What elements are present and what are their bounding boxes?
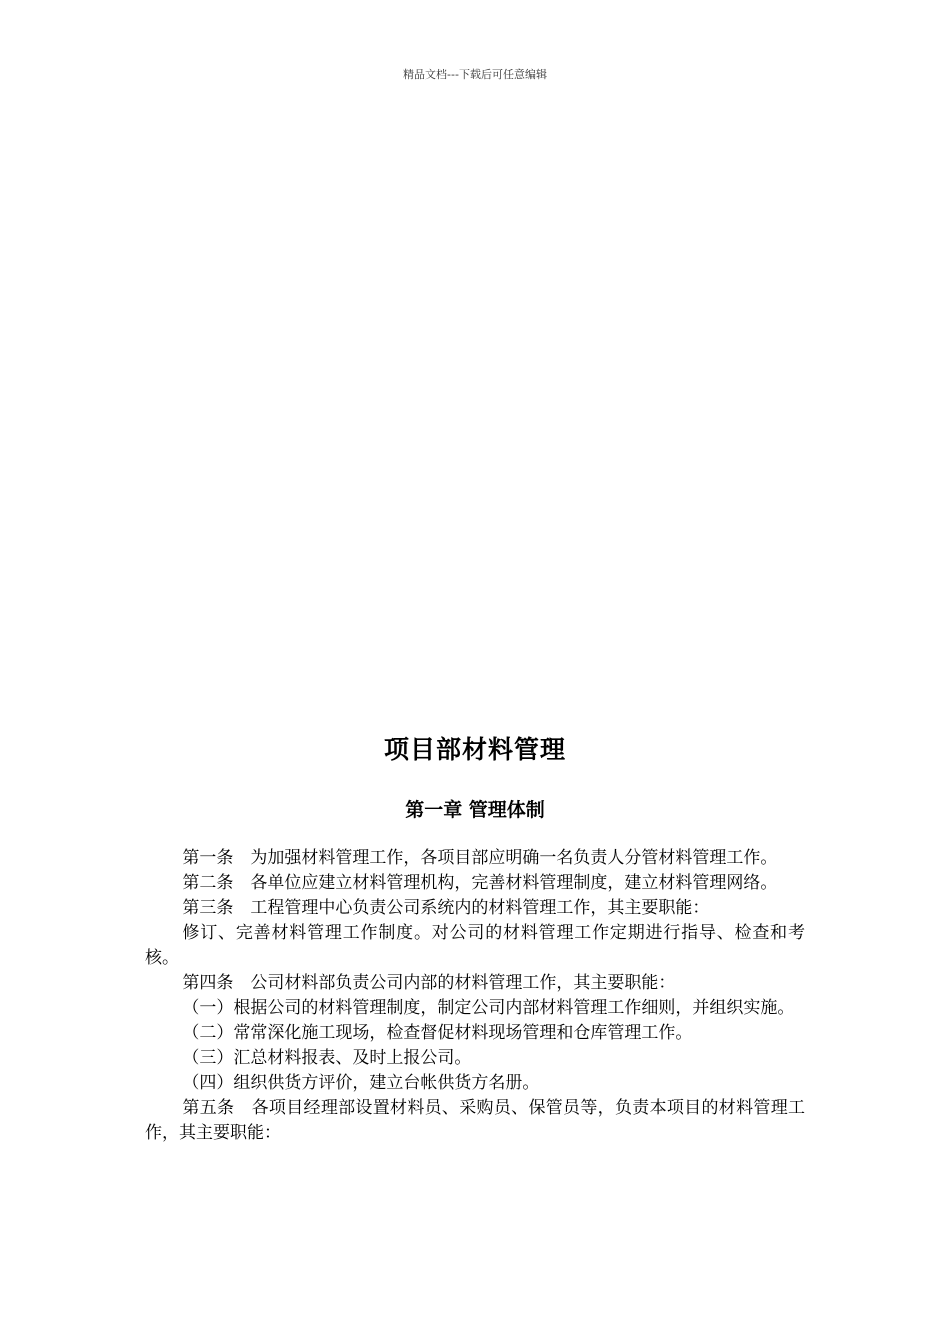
paragraph: 第五条 各项目经理部设置材料员、采购员、保管员等，负责本项目的材料管理工作，其主要职能： [145, 1098, 805, 1143]
document-body [145, 846, 805, 1146]
page-header: 精品文档---下载后可任意编辑 [403, 68, 547, 81]
paragraph: （二）常常深化施工现场，检查督促材料现场管理和仓库管理工作。 [182, 1023, 693, 1043]
paragraph: （一）根据公司的材料管理制度，制定公司内部材料管理工作细则，并组织实施。 [182, 998, 795, 1018]
paragraph: （四）组织供货方评价，建立台帐供货方名册。 [182, 1073, 540, 1093]
paragraph: 第四条 公司材料部负责公司内部的材料管理工作，其主要职能： [182, 973, 676, 993]
paragraph: 第一条 为加强材料管理工作，各项目部应明确一名负责人分管材料管理工作。 [182, 848, 778, 868]
paragraph: 第二条 各单位应建立材料管理机构，完善材料管理制度，建立材料管理网络。 [182, 873, 778, 893]
chapter-heading: 第一章 管理体制 [405, 799, 545, 821]
document-title: 项目部材料管理 [383, 735, 566, 764]
paragraph: 修订、完善材料管理工作制度。对公司的材料管理工作定期进行指导、检查和考核。 [145, 923, 805, 968]
paragraph: （三）汇总材料报表、及时上报公司。 [182, 1048, 472, 1068]
paragraph: 第三条 工程管理中心负责公司系统内的材料管理工作，其主要职能： [182, 898, 710, 918]
